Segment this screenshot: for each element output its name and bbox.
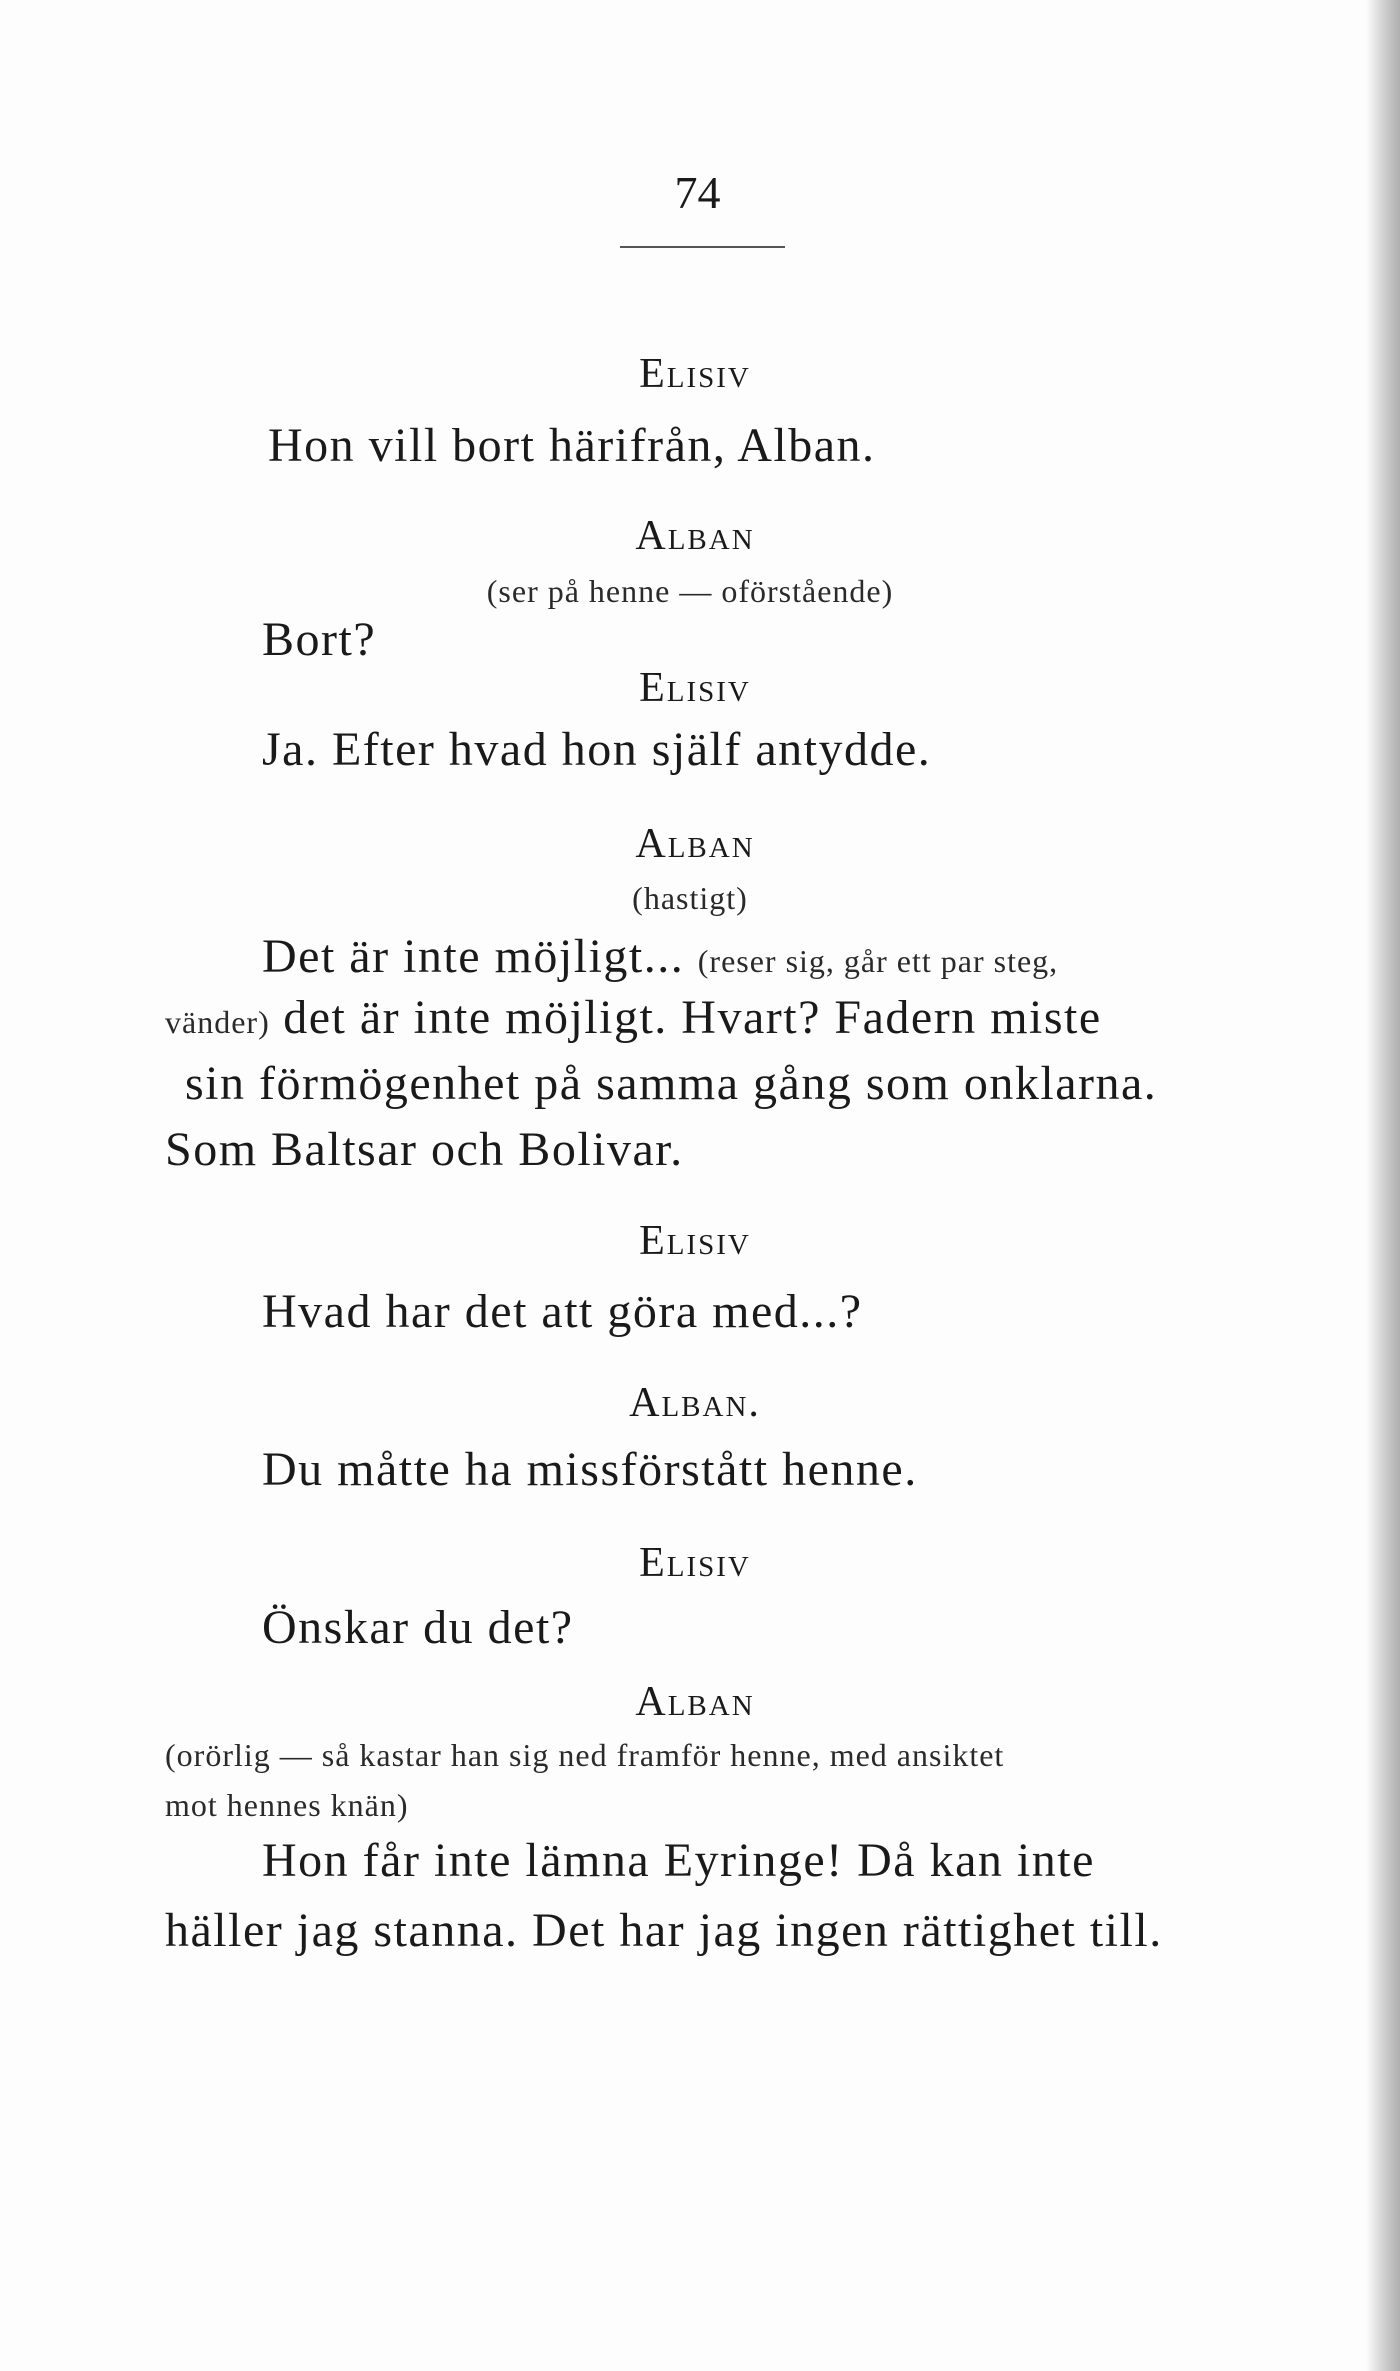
page-number: 74 xyxy=(674,167,721,218)
stage-direction-inline: vänder) xyxy=(165,1004,270,1040)
dialogue-line: Bort? xyxy=(262,613,377,666)
speaker-name: Alban xyxy=(635,1679,755,1725)
stage-direction: (hastigt) xyxy=(632,880,748,916)
stage-direction-inline: (reser sig, går ett par steg, xyxy=(697,943,1059,979)
speaker-name: Elisiv xyxy=(639,1540,751,1586)
speaker-name: Alban xyxy=(635,513,755,559)
speaker-name: Alban xyxy=(635,821,755,867)
stage-direction: (orörlig — så kastar han sig ned framför henne, med ansiktet xyxy=(165,1737,1005,1773)
header-rule xyxy=(620,246,785,248)
speaker-name: Elisiv xyxy=(639,665,751,711)
dialogue-line: Ja. Efter hvad hon själf antydde. xyxy=(262,723,932,776)
dialogue-line: Hon får inte lämna Eyringe! Då kan inte xyxy=(262,1834,1095,1887)
dialogue-line xyxy=(262,927,1058,991)
dialogue-line: Hvad har det att göra med...? xyxy=(262,1285,863,1338)
stage-direction: mot hennes knän) xyxy=(165,1787,409,1823)
speaker-name: Alban. xyxy=(629,1380,761,1426)
speaker-name: Elisiv xyxy=(639,1218,751,1264)
dialogue-line: Du måtte ha missförstått henne. xyxy=(262,1443,918,1496)
dialogue-line: häller jag stanna. Det har jag ingen rättighet till. xyxy=(165,1904,1163,1957)
dialogue-line: Önskar du det? xyxy=(262,1601,574,1654)
dialogue-line: Hon vill bort härifrån, Alban. xyxy=(268,419,876,472)
stage-direction: (ser på henne — oförstående) xyxy=(486,573,894,609)
dialogue-text: Det är inte möjligt... xyxy=(262,930,685,983)
dialogue-line: sin förmögenhet på samma gång som onklarna. xyxy=(185,1057,1158,1110)
speaker-name: Elisiv xyxy=(639,351,751,397)
dialogue-line xyxy=(165,988,1102,1052)
dialogue-text: det är inte möjligt. Hvart? Fadern miste xyxy=(283,991,1102,1044)
dialogue-line: Som Baltsar och Bolivar. xyxy=(165,1123,684,1176)
